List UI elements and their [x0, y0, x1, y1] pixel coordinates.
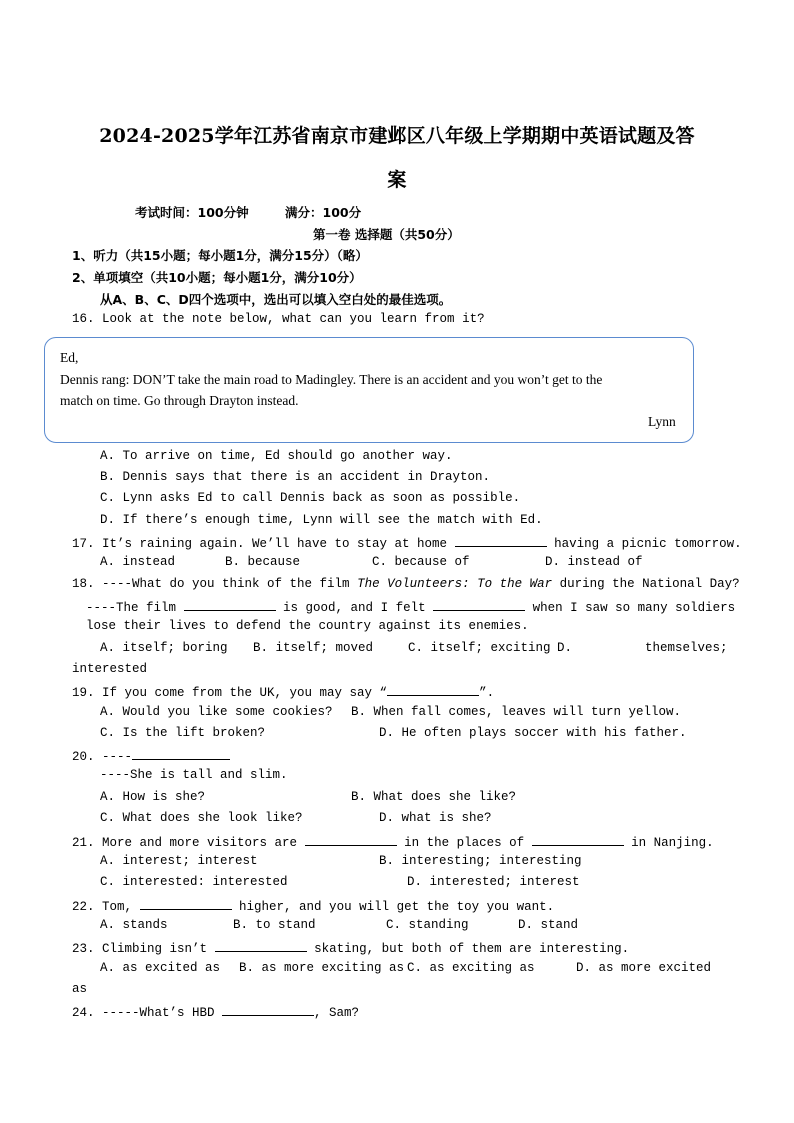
q21-option-b: B. interesting; interesting	[379, 854, 582, 868]
q23-option-d-wrap: as	[72, 982, 88, 996]
q24-blank	[222, 1003, 314, 1016]
q19-option-c: C. Is the lift broken?	[100, 726, 266, 740]
q18-blank-2	[433, 598, 525, 611]
note-signature: Lynn	[648, 414, 676, 429]
q18-reply-post: when I saw so many soldiers	[532, 601, 736, 615]
note-line2: match on time. Go through Drayton instead.	[60, 393, 299, 408]
q18-reply-line2: lose their lives to defend the country against its enemies.	[86, 619, 529, 633]
q17-option-b: B. because	[225, 555, 301, 569]
q22-option-a: A. stands	[100, 918, 168, 932]
q17-option-d: D. instead of	[545, 555, 643, 569]
q22-blank	[140, 897, 232, 910]
q23-stem	[72, 939, 629, 956]
section-single-choice: 2、单项填空（共10小题；每小题1分，满分10分）	[72, 270, 362, 285]
q21-blank-2	[532, 833, 624, 846]
q19-stem	[72, 683, 494, 700]
document-title-line1: 2024-2025学年江苏省南京市建邺区八年级上学期期中英语试题及答	[99, 125, 695, 147]
q19-option-a: A. Would you like some cookies?	[100, 705, 333, 719]
q16-option-a: A. To arrive on time, Ed should go another way.	[100, 449, 453, 463]
section-instruction: 从A、B、C、D四个选项中，选出可以填入空白处的最佳选项。	[100, 292, 452, 307]
q17-option-a: A. instead	[100, 555, 176, 569]
q24-stem-post: , Sam?	[314, 1006, 360, 1020]
q23-option-b: B. as more exciting as	[239, 961, 405, 975]
part1-heading: 第一卷 选择题（共50分）	[313, 227, 460, 242]
q20-stem	[72, 747, 230, 764]
q18-stem	[72, 577, 740, 591]
q20-blank	[132, 747, 230, 760]
q20-option-b: B. What does she like?	[351, 790, 517, 804]
q20-reply: ----She is tall and slim.	[100, 768, 288, 782]
q19-stem-pre: 19. If you come from the UK, you may say “	[72, 686, 388, 700]
q18-blank-1	[184, 598, 276, 611]
q18-reply	[86, 598, 735, 615]
q17-option-c: C. because of	[372, 555, 470, 569]
q16-stem: 16. Look at the note below, what can you learn from it?	[72, 312, 485, 326]
q22-stem-post: higher, and you will get the toy you want.	[239, 900, 555, 914]
q21-stem	[72, 833, 714, 850]
q21-stem-mid: in the places of	[404, 836, 525, 850]
q19-option-b: B. When fall comes, leaves will turn yellow.	[351, 705, 682, 719]
q19-option-d: D. He often plays soccer with his father.	[379, 726, 687, 740]
q23-option-d: D. as more excited	[576, 961, 712, 975]
q18-option-b: B. itself; moved	[253, 641, 374, 655]
q18-reply-mid: is good, and I felt	[283, 601, 426, 615]
q23-stem-post: skating, but both of them are interesting.	[314, 942, 630, 956]
q16-option-b: B. Dennis says that there is an accident in Drayton.	[100, 470, 491, 484]
q23-option-c: C. as exciting as	[407, 961, 535, 975]
note-greeting: Ed,	[60, 350, 79, 365]
q17-stem	[72, 534, 742, 551]
exam-score: 满分：100分	[285, 205, 362, 220]
q22-stem	[72, 897, 554, 914]
q20-option-a: A. How is she?	[100, 790, 206, 804]
q24-stem	[72, 1003, 359, 1020]
q16-option-c: C. Lynn asks Ed to call Dennis back as soon as possible.	[100, 491, 521, 505]
q18-option-a: A. itself; boring	[100, 641, 228, 655]
q17-stem-post: having a picnic tomorrow.	[554, 537, 742, 551]
q23-blank	[215, 939, 307, 952]
q21-option-c: C. interested: interested	[100, 875, 288, 889]
q21-blank-1	[305, 833, 397, 846]
q20-option-c: C. What does she look like?	[100, 811, 303, 825]
q18-option-d: themselves;	[645, 641, 728, 655]
q24-stem-pre: 24. -----What’s HBD	[72, 1006, 215, 1020]
q18-stem-post: during the National Day?	[559, 577, 740, 591]
q18-option-d-letter: D.	[557, 641, 573, 655]
q22-stem-pre: 22. Tom,	[72, 900, 133, 914]
q20-option-d: D. what is she?	[379, 811, 492, 825]
q18-reply-pre: ----The film	[86, 601, 177, 615]
note-line1: Dennis rang: DON’T take the main road to Madingley. There is an accident and you won’t get to the	[60, 372, 603, 387]
q17-stem-pre: 17. It’s raining again. We’ll have to stay at home	[72, 537, 448, 551]
q21-option-a: A. interest; interest	[100, 854, 258, 868]
q22-option-c: C. standing	[386, 918, 469, 932]
q18-option-d-wrap: interested	[72, 662, 148, 676]
note-box	[44, 337, 694, 443]
exam-time: 考试时间：100分钟	[135, 205, 249, 220]
q21-stem-post: in Nanjing.	[631, 836, 714, 850]
q18-film-title: The Volunteers: To the War	[357, 577, 553, 591]
section-listening: 1、听力（共15小题；每小题1分，满分15分）（略）	[72, 248, 368, 263]
q20-stem-pre: 20. ----	[72, 750, 133, 764]
q18-stem-pre: 18. ----What do you think of the film	[72, 577, 350, 591]
q22-option-b: B. to stand	[233, 918, 316, 932]
q17-blank	[455, 534, 547, 547]
q23-option-a: A. as excited as	[100, 961, 221, 975]
q21-option-d: D. interested; interest	[407, 875, 580, 889]
q16-option-d: D. If there’s enough time, Lynn will see the match with Ed.	[100, 513, 543, 527]
q18-option-c: C. itself; exciting	[408, 641, 551, 655]
q21-stem-pre: 21. More and more visitors are	[72, 836, 298, 850]
q19-blank	[387, 683, 479, 696]
q19-stem-post: ”.	[479, 686, 495, 700]
document-title-line2: 案	[387, 169, 407, 191]
q22-option-d: D. stand	[518, 918, 579, 932]
q23-stem-pre: 23. Climbing isn’t	[72, 942, 208, 956]
